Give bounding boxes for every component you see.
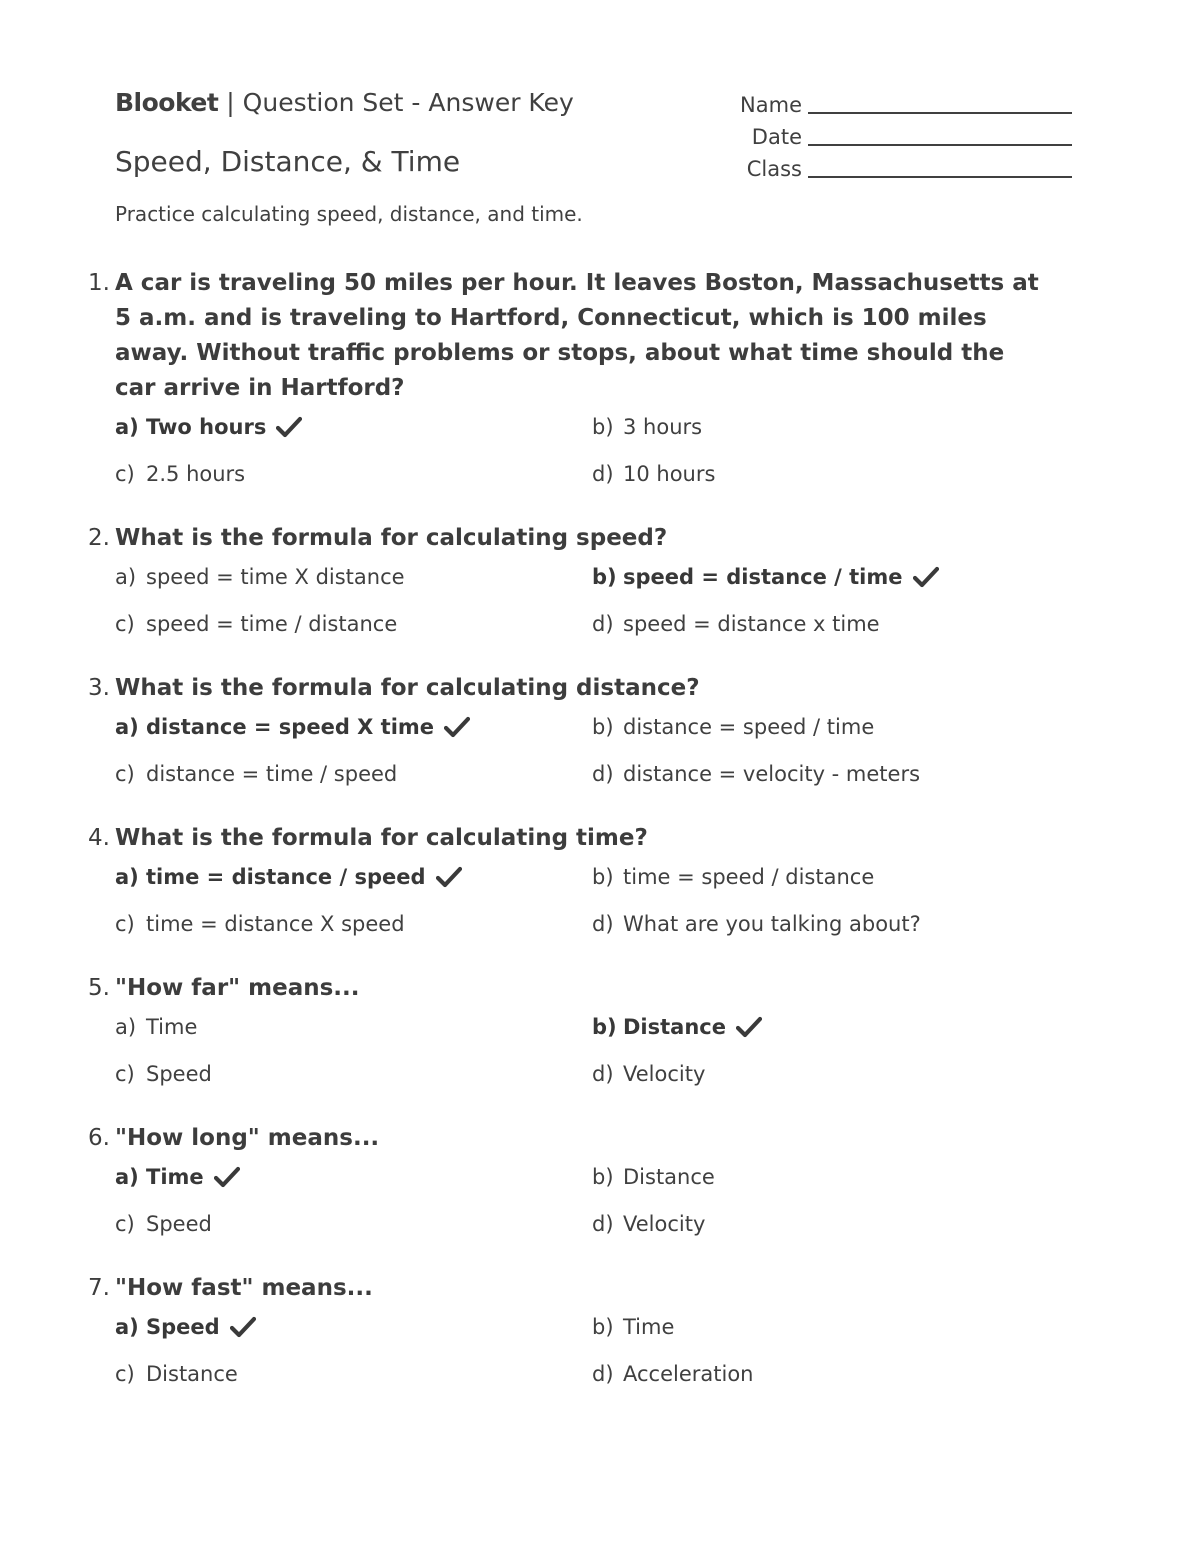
answer-letter: c) [115, 912, 135, 936]
question-item [88, 521, 1088, 639]
document-subtitle: Practice calculating speed, distance, and time. [115, 202, 583, 226]
date-field [700, 118, 1072, 150]
answer-option-correct [115, 1312, 592, 1342]
answer-text: Two hours [146, 415, 267, 439]
answer-option [592, 862, 1072, 892]
question-text: "How long" means... [115, 1125, 380, 1151]
answer-letter: a) [115, 565, 137, 589]
question-number: 4. [88, 825, 110, 851]
question-text: A car is traveling 50 miles per hour. It leaves Boston, Massachusetts at 5 a.m. and is traveling to Hartford, Connecticut, which is 100 miles away. Without traffic problems or stops, about what time should the car arrive in Hartford? [115, 270, 1039, 401]
answer-text: Distance [146, 1362, 238, 1386]
answer-letter: b) [592, 1015, 617, 1039]
answer-option [592, 609, 1072, 639]
answer-text: Time [623, 1315, 675, 1339]
answer-text: Speed [146, 1315, 220, 1339]
answer-text: Time [146, 1165, 204, 1189]
class-label: Class [746, 157, 802, 181]
question-item [88, 671, 1088, 789]
answer-letter: a) [115, 415, 139, 439]
answer-letter: d) [592, 1062, 614, 1086]
answer-text: Acceleration [623, 1362, 754, 1386]
answer-option [592, 712, 1072, 742]
answer-letter: b) [592, 565, 617, 589]
answer-letter: a) [115, 1165, 139, 1189]
doc-type: Question Set - Answer Key [242, 88, 574, 117]
answer-letter: b) [592, 415, 614, 439]
answer-letter: d) [592, 912, 614, 936]
answer-text: distance = velocity - meters [623, 762, 921, 786]
answer-option-correct [115, 1162, 592, 1192]
question-number: 3. [88, 675, 110, 701]
class-field [700, 150, 1072, 182]
class-line [808, 156, 1072, 178]
answer-option [592, 1059, 1072, 1089]
answer-text: Distance [623, 1015, 726, 1039]
answer-text: time = distance X speed [146, 912, 405, 936]
answer-letter: a) [115, 1015, 137, 1039]
student-info-fields [700, 86, 1072, 182]
answer-letter: c) [115, 612, 135, 636]
answer-text: 2.5 hours [146, 462, 246, 486]
answer-options [115, 562, 1088, 639]
answer-letter: d) [592, 1212, 614, 1236]
answer-letter: c) [115, 1062, 135, 1086]
question-number: 2. [88, 525, 110, 551]
answer-option [115, 1209, 592, 1239]
question-item [88, 1121, 1088, 1239]
answer-text: 3 hours [623, 415, 703, 439]
question-prompt [88, 266, 1088, 406]
brand-line [115, 86, 583, 120]
question-prompt [88, 1121, 1088, 1156]
answer-text: time = distance / speed [146, 865, 426, 889]
question-number: 7. [88, 1275, 110, 1301]
question-text: What is the formula for calculating time? [115, 825, 648, 851]
answer-option [115, 562, 592, 592]
document-header [115, 86, 583, 228]
answer-options [115, 1162, 1088, 1239]
answer-text: Time [146, 1015, 198, 1039]
answer-option [115, 909, 592, 939]
question-item [88, 971, 1088, 1089]
answer-text: What are you talking about? [623, 912, 921, 936]
answer-text: Distance [623, 1165, 715, 1189]
date-line [808, 124, 1072, 146]
checkmark-icon [230, 1316, 256, 1338]
answer-letter: c) [115, 762, 135, 786]
answer-text: speed = time / distance [146, 612, 398, 636]
answer-letter: b) [592, 865, 614, 889]
answer-option [592, 1312, 1072, 1342]
answer-text: Speed [146, 1212, 212, 1236]
answer-text: Speed [146, 1062, 212, 1086]
answer-letter: a) [115, 1315, 139, 1339]
answer-option [592, 759, 1072, 789]
question-text: What is the formula for calculating speed? [115, 525, 668, 551]
answer-option [592, 1209, 1072, 1239]
answer-text: speed = distance / time [623, 565, 903, 589]
answer-option [592, 909, 1072, 939]
answer-text: Velocity [623, 1062, 706, 1086]
brand-separator: | [218, 88, 243, 117]
question-number: 6. [88, 1125, 110, 1151]
answer-option-correct [592, 1012, 1072, 1042]
answer-option-correct [115, 412, 592, 442]
answer-option [592, 459, 1072, 489]
answer-letter: d) [592, 462, 614, 486]
answer-letter: b) [592, 1165, 614, 1189]
answer-letter: c) [115, 1362, 135, 1386]
question-list [88, 266, 1088, 1421]
question-text: "How fast" means... [115, 1275, 373, 1301]
answer-letter: a) [115, 865, 139, 889]
answer-text: distance = time / speed [146, 762, 398, 786]
answer-letter: d) [592, 612, 614, 636]
answer-option [115, 1012, 592, 1042]
question-text: "How far" means... [115, 975, 360, 1001]
answer-options [115, 412, 1088, 489]
name-line [808, 92, 1072, 114]
checkmark-icon [436, 866, 462, 888]
question-prompt [88, 521, 1088, 556]
answer-text: time = speed / distance [623, 865, 875, 889]
answer-option-correct [115, 862, 592, 892]
brand-logo-text: Blooket [115, 88, 219, 117]
answer-option-correct [592, 562, 1072, 592]
answer-options [115, 1012, 1088, 1089]
question-prompt [88, 671, 1088, 706]
answer-text: speed = time X distance [146, 565, 405, 589]
question-item [88, 266, 1088, 489]
answer-option [115, 1359, 592, 1389]
question-item [88, 1271, 1088, 1389]
question-item [88, 821, 1088, 939]
document-title: Speed, Distance, & Time [115, 145, 461, 178]
answer-text: distance = speed / time [623, 715, 875, 739]
answer-letter: d) [592, 1362, 614, 1386]
checkmark-icon [276, 416, 302, 438]
question-prompt [88, 1271, 1088, 1306]
answer-option [592, 1359, 1072, 1389]
answer-text: 10 hours [623, 462, 716, 486]
answer-letter: c) [115, 1212, 135, 1236]
answer-text: speed = distance x time [623, 612, 880, 636]
answer-letter: b) [592, 715, 614, 739]
answer-text: distance = speed X time [146, 715, 435, 739]
answer-option [592, 1162, 1072, 1192]
name-label: Name [740, 93, 802, 117]
answer-options [115, 712, 1088, 789]
date-label: Date [751, 125, 802, 149]
answer-option [115, 609, 592, 639]
checkmark-icon [444, 716, 470, 738]
answer-letter: a) [115, 715, 139, 739]
answer-letter: b) [592, 1315, 614, 1339]
name-field [700, 86, 1072, 118]
checkmark-icon [913, 566, 939, 588]
checkmark-icon [214, 1166, 240, 1188]
answer-options [115, 862, 1088, 939]
question-prompt [88, 821, 1088, 856]
answer-options [115, 1312, 1088, 1389]
answer-text: Velocity [623, 1212, 706, 1236]
answer-option [115, 459, 592, 489]
answer-letter: c) [115, 462, 135, 486]
answer-option [115, 1059, 592, 1089]
answer-letter: d) [592, 762, 614, 786]
question-text: What is the formula for calculating distance? [115, 675, 700, 701]
question-number: 5. [88, 975, 110, 1001]
answer-option-correct [115, 712, 592, 742]
answer-option [115, 759, 592, 789]
answer-option [592, 412, 1072, 442]
checkmark-icon [736, 1016, 762, 1038]
question-number: 1. [88, 270, 110, 296]
question-prompt [88, 971, 1088, 1006]
